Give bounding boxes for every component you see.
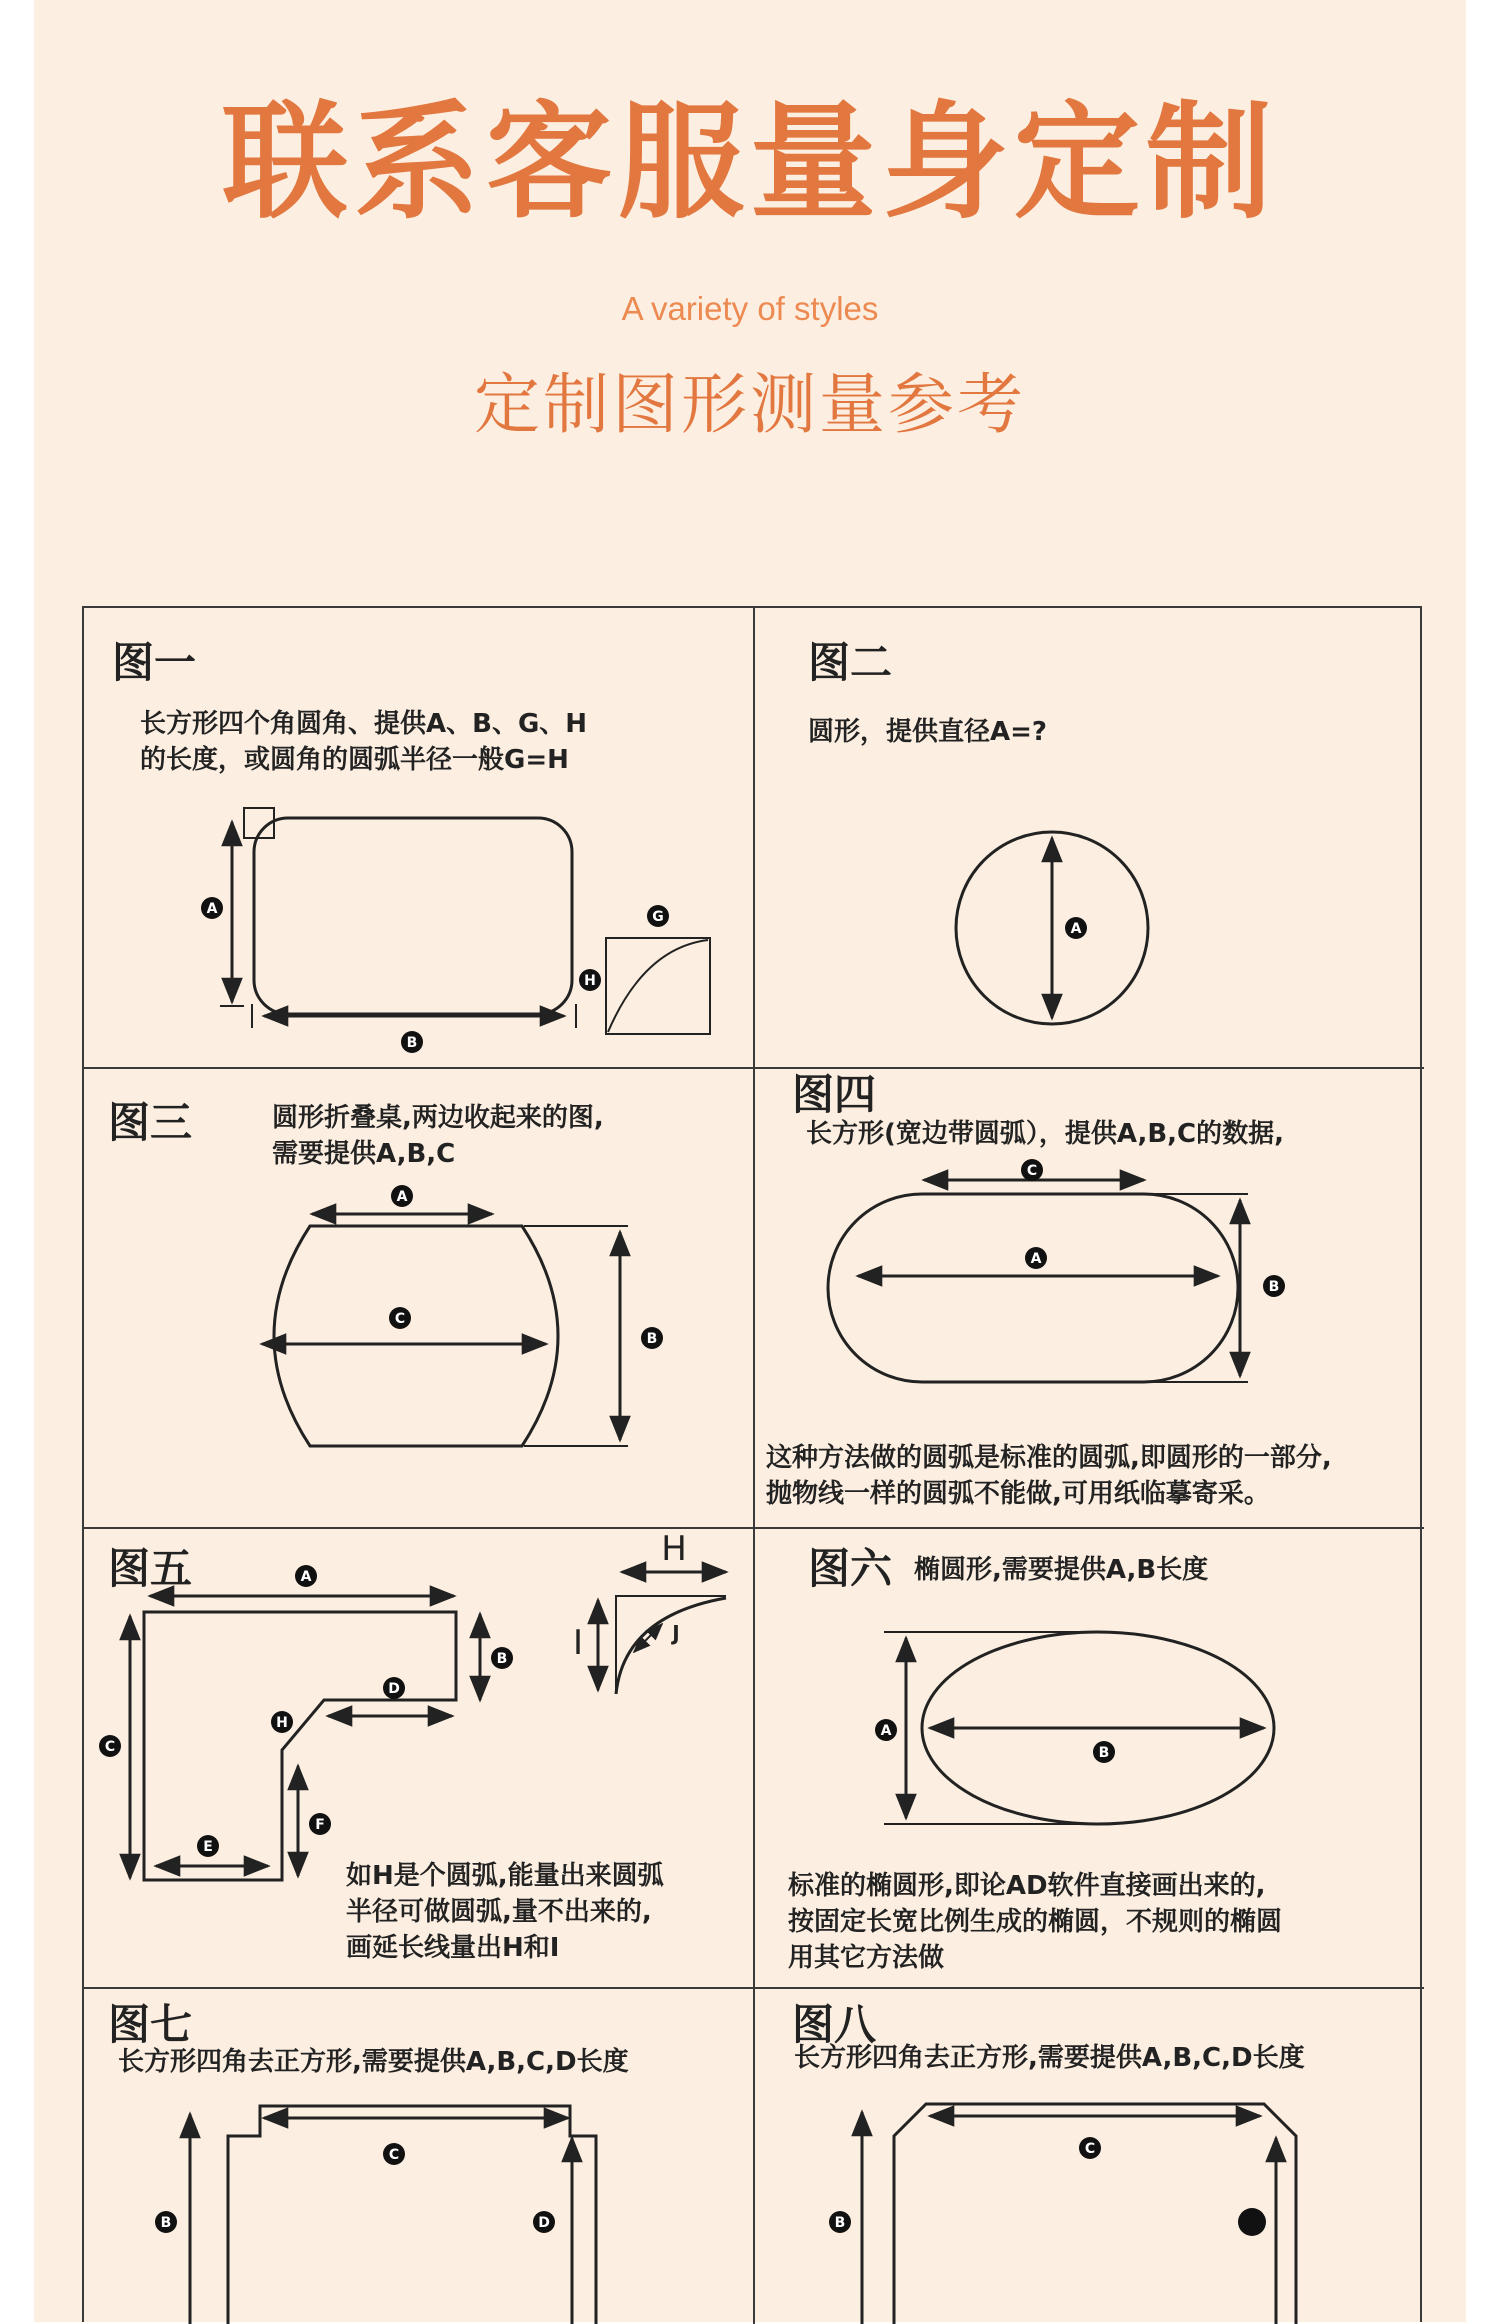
- svg-text:A: A: [396, 1189, 408, 1205]
- svg-text:B: B: [1268, 1279, 1280, 1295]
- figure-1-desc-line1: 长方形四个角圆角、提供A、B、G、H: [140, 709, 588, 739]
- figure-4-desc: 长方形(宽边带圆弧），提供A,B,C的数据,: [806, 1119, 1285, 1149]
- svg-text:C: C: [388, 2147, 400, 2163]
- label-h-icon: [579, 969, 601, 991]
- figure-5-desc-line1: 如H是个圆弧,能量出来圆弧: [346, 1861, 664, 1891]
- figure-2-desc: 圆形，提供直径A=?: [808, 717, 1047, 747]
- label-e-icon: [197, 1835, 219, 1857]
- svg-text:A: A: [1030, 1251, 1042, 1267]
- label-a-icon: [295, 1565, 317, 1587]
- figure-5-desc-line2: 半径可做圆弧,量不出来的,: [346, 1897, 652, 1927]
- figure-6-desc: 椭圆形,需要提供A,B长度: [914, 1555, 1209, 1585]
- svg-text:B: B: [834, 2215, 846, 2231]
- label-b-icon: [641, 1327, 663, 1349]
- svg-text:A: A: [206, 901, 218, 917]
- label-c-icon: [1021, 1159, 1043, 1181]
- figure-grid: [82, 606, 1422, 2322]
- svg-text:G: G: [652, 909, 664, 925]
- figure-3-desc-line2: 需要提供A,B,C: [272, 1139, 456, 1169]
- figure-3-diagram: [84, 1068, 754, 1528]
- figure-8-diagram: [754, 1988, 1424, 2324]
- svg-text:B: B: [646, 1331, 658, 1347]
- label-b-icon: [829, 2211, 851, 2233]
- label-c-icon: [389, 1307, 411, 1329]
- figure-6-note-line1: 标准的椭圆形,即论AD软件直接画出来的,: [788, 1871, 1266, 1901]
- figure-6: [754, 1528, 1424, 1988]
- label-d-icon: [533, 2211, 555, 2233]
- svg-text:A: A: [300, 1569, 312, 1585]
- figure-7-diagram: [84, 1988, 754, 2324]
- label-b-icon: [491, 1647, 513, 1669]
- figure-5-desc-line3: 画延长线量出H和I: [346, 1933, 560, 1963]
- figure-6-title: 图六: [808, 1544, 893, 1593]
- figure-8-desc: 长方形四角去正方形,需要提供A,B,C,D长度: [794, 2043, 1305, 2073]
- label-d-icon: [383, 1677, 405, 1699]
- figure-1-title: 图一: [112, 638, 197, 687]
- figure-7: [84, 1988, 754, 2324]
- svg-text:B: B: [496, 1651, 508, 1667]
- dot-marker-icon: [1238, 2208, 1266, 2236]
- label-b-icon: [1263, 1275, 1285, 1297]
- label-b-icon: [401, 1031, 423, 1053]
- figure-4: [754, 1068, 1424, 1528]
- label-c-icon: [1079, 2137, 1101, 2159]
- figure-3-title: 图三: [108, 1098, 193, 1147]
- figure-5: [84, 1528, 754, 1988]
- svg-text:C: C: [394, 1311, 406, 1327]
- figure-6-note-line3: 用其它方法做: [788, 1943, 945, 1973]
- svg-text:H: H: [584, 973, 596, 989]
- svg-text:A: A: [1070, 921, 1082, 937]
- label-b-icon: [155, 2211, 177, 2233]
- svg-text:H: H: [276, 1715, 288, 1731]
- label-b-icon: [1093, 1741, 1115, 1763]
- svg-text:B: B: [160, 2215, 172, 2231]
- figure-1: [84, 608, 754, 1068]
- label-a-icon: [1065, 917, 1087, 939]
- label-f-icon: [309, 1813, 331, 1835]
- label-c-icon: [383, 2143, 405, 2165]
- figure-2-diagram: [754, 608, 1424, 1068]
- svg-text:A: A: [880, 1723, 892, 1739]
- svg-text:F: F: [315, 1817, 325, 1833]
- figure-1-desc-line2: 的长度，或圆角的圆弧半径一般G=H: [140, 745, 569, 775]
- figure-4-note-line2: 抛物线一样的圆弧不能做,可用纸临摹寄采。: [766, 1479, 1270, 1509]
- label-i-letter: I: [572, 1623, 584, 1663]
- figure-4-title: 图四: [792, 1070, 877, 1119]
- figure-3: [84, 1068, 754, 1528]
- section-title: 定制图形测量参考: [474, 366, 1026, 443]
- figure-7-title: 图七: [108, 2000, 193, 2049]
- svg-text:E: E: [203, 1839, 213, 1855]
- figure-1-diagram: [84, 608, 754, 1068]
- label-a-icon: [1025, 1247, 1047, 1269]
- label-a-icon: [201, 897, 223, 919]
- label-a-icon: [875, 1719, 897, 1741]
- figure-6-note-line2: 按固定长宽比例生成的椭圆，不规则的椭圆: [788, 1907, 1283, 1937]
- label-g-icon: [647, 905, 669, 927]
- svg-text:C: C: [1084, 2141, 1096, 2157]
- figure-2: [754, 608, 1424, 1068]
- label-c-icon: [99, 1735, 121, 1757]
- figure-2-title: 图二: [808, 638, 893, 687]
- svg-text:D: D: [388, 1681, 400, 1697]
- label-h-icon: [271, 1711, 293, 1733]
- svg-text:C: C: [1026, 1163, 1038, 1179]
- label-j-letter: J: [672, 1621, 680, 1645]
- label-a-icon: [391, 1185, 413, 1207]
- figure-4-note-line1: 这种方法做的圆弧是标准的圆弧,即圆形的一部分,: [766, 1443, 1332, 1473]
- page-subtitle: A variety of styles: [621, 290, 879, 327]
- figure-5-title: 图五: [108, 1544, 193, 1593]
- svg-text:B: B: [406, 1035, 418, 1051]
- figure-3-desc-line1: 圆形折叠桌,两边收起来的图,: [272, 1103, 604, 1133]
- svg-text:B: B: [1098, 1745, 1110, 1761]
- svg-text:D: D: [538, 2215, 550, 2231]
- svg-text:C: C: [104, 1739, 116, 1755]
- figure-7-desc: 长方形四角去正方形,需要提供A,B,C,D长度: [118, 2047, 629, 2077]
- label-h-letter: H: [661, 1529, 687, 1569]
- figure-8: [754, 1988, 1424, 2324]
- figure-8-title: 图八: [792, 2000, 877, 2049]
- page-title: 联系客服量身定制: [222, 89, 1278, 236]
